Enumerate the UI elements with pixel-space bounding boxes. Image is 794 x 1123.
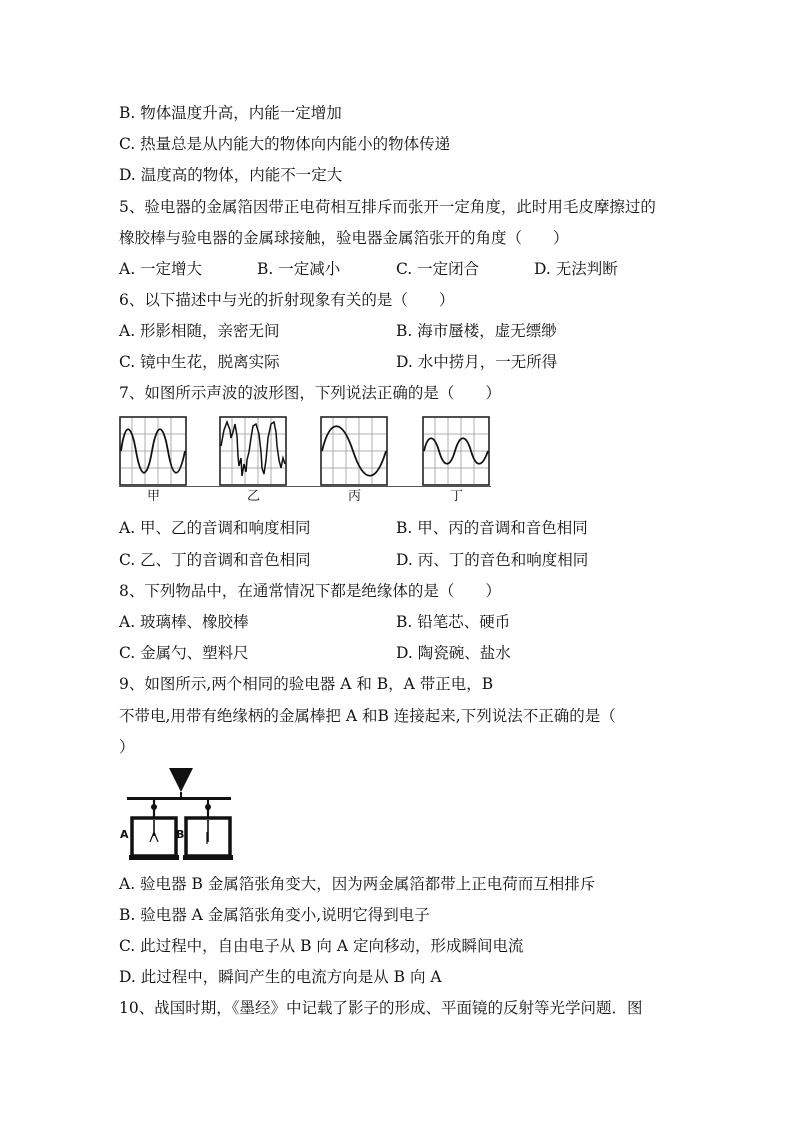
q6-stem: 6、以下描述中与光的折射现象有关的是（ ） bbox=[119, 291, 455, 309]
q5-option-c: C. 一定闭合 bbox=[396, 260, 480, 278]
waveform-label-jia: 甲 bbox=[147, 489, 161, 504]
electroscope-figure bbox=[117, 766, 233, 864]
electroscope-label-b: B bbox=[176, 828, 185, 841]
q4-option-b: B. 物体温度升高，内能一定增加 bbox=[119, 104, 342, 122]
waveform-figure bbox=[119, 416, 491, 506]
waveform-label-ding: 丁 bbox=[450, 489, 464, 504]
waveform-label-bing: 丙 bbox=[348, 489, 362, 504]
waveform-ding bbox=[422, 416, 490, 486]
q9-stem-line1: 9、如图所示,两个相同的验电器 A 和 B，A 带正电，B bbox=[119, 675, 494, 693]
waveform-bing bbox=[320, 416, 388, 486]
q6-option-d: D. 水中捞月，一无所得 bbox=[396, 353, 558, 371]
q8-option-d: D. 陶瓷碗、盐水 bbox=[396, 644, 511, 662]
q5-option-a: A. 一定增大 bbox=[119, 260, 203, 278]
q5-stem-line1: 5、验电器的金属箔因带正电荷相互排斥而张开一定角度，此时用毛皮摩擦过的 bbox=[119, 198, 656, 216]
q6-option-b: B. 海市蜃楼，虚无缥缈 bbox=[396, 322, 557, 340]
q4-option-d: D. 温度高的物体，内能不一定大 bbox=[119, 166, 343, 184]
q5-stem-line2: 橡胶棒与验电器的金属球接触，验电器金属箔张开的角度（ ） bbox=[119, 229, 569, 247]
q6-option-c: C. 镜中生花，脱离实际 bbox=[119, 353, 280, 371]
q9-option-a: A. 验电器 B 金属箔张角变大，因为两金属箔都带上正电荷而互相排斥 bbox=[119, 875, 596, 893]
waveform-baseline bbox=[119, 486, 491, 487]
q7-option-c: C. 乙、丁的音调和音色相同 bbox=[119, 551, 311, 569]
q7-option-a: A. 甲、乙的音调和响度相同 bbox=[119, 519, 311, 537]
electroscope-label-a: A bbox=[120, 828, 129, 841]
q9-stem-line3: ） bbox=[119, 738, 135, 756]
electroscope-a-icon bbox=[129, 800, 179, 860]
q9-stem-line2: 不带电,用带有绝缘柄的金属棒把 A 和B 连接起来,下列说法不正确的是（ bbox=[119, 707, 616, 725]
q7-stem: 7、如图所示声波的波形图，下列说法正确的是（ ） bbox=[119, 384, 501, 402]
q7-option-b: B. 甲、丙的音调和音色相同 bbox=[396, 519, 588, 537]
q5-option-b: B. 一定减小 bbox=[257, 260, 341, 278]
q4-option-c: C. 热量总是从内能大的物体向内能小的物体传递 bbox=[119, 135, 451, 153]
q6-option-a: A. 形影相随，亲密无间 bbox=[119, 322, 280, 340]
waveform-yi bbox=[219, 416, 287, 486]
electroscope-b-icon bbox=[183, 800, 233, 860]
q10-stem-line1: 10、战国时期，《墨经》中记载了影子的形成、平面镜的反射等光学问题．图 bbox=[119, 999, 643, 1017]
q9-option-b: B. 验电器 A 金属箔张角变小,说明它得到电子 bbox=[119, 906, 430, 924]
metal-rod-icon bbox=[127, 797, 231, 800]
q8-option-c: C. 金属勺、塑料尺 bbox=[119, 644, 249, 662]
q7-option-d: D. 丙、丁的音色和响度相同 bbox=[396, 551, 589, 569]
q9-option-c: C. 此过程中，自由电子从 B 向 A 定向移动，形成瞬间电流 bbox=[119, 937, 524, 955]
insulating-handle-icon bbox=[169, 768, 193, 792]
q5-option-d: D. 无法判断 bbox=[534, 260, 618, 278]
waveform-label-yi: 乙 bbox=[247, 489, 261, 504]
q8-stem: 8、下列物品中，在通常情况下都是绝缘体的是（ ） bbox=[119, 582, 501, 600]
q8-option-b: B. 铅笔芯、硬币 bbox=[396, 613, 511, 631]
q8-option-a: A. 玻璃棒、橡胶棒 bbox=[119, 613, 249, 631]
q9-option-d: D. 此过程中，瞬间产生的电流方向是从 B 向 A bbox=[119, 968, 442, 986]
waveform-jia bbox=[119, 416, 187, 486]
